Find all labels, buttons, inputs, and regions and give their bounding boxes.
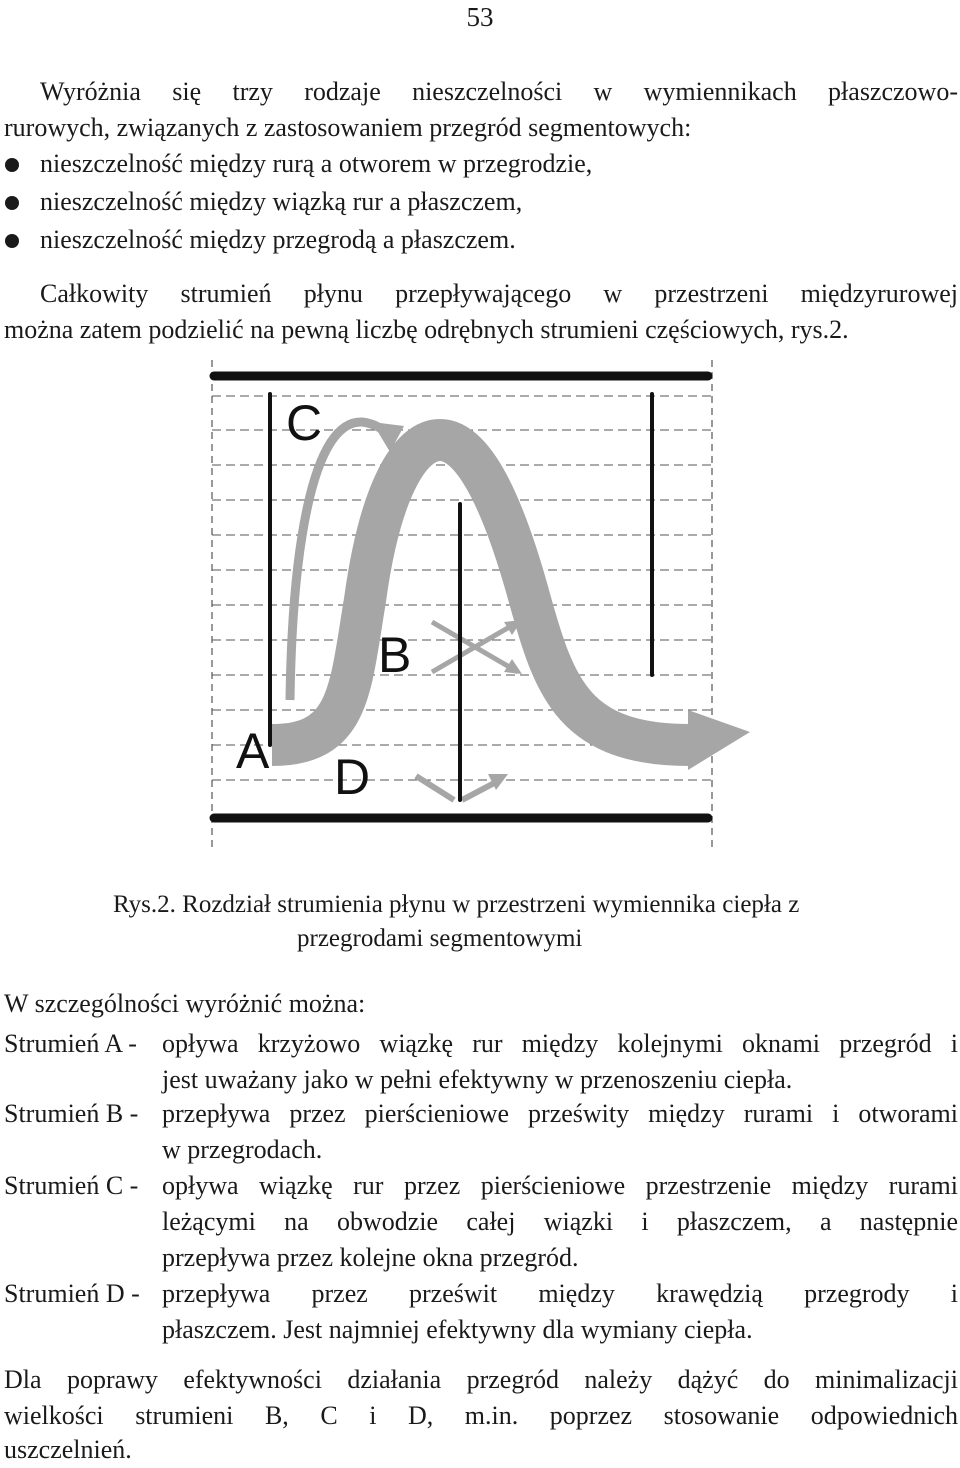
conclusion-line-2: wielkości strumieni B, C i D, m.in. poprzez stosowanie odpowiednich [4, 1401, 958, 1430]
intro-line-1: Wyróżnia się trzy rodzaje nieszczelności w wymiennikach płaszczowo- [40, 77, 958, 106]
bullet-dot [5, 234, 19, 248]
flow-diagram [200, 360, 760, 860]
bullet-item: nieszczelność między rurą a otworem w przegrodzie, [40, 149, 593, 178]
stream-desc-line: przepływa przez prześwit między krawędzią przegrody i [162, 1279, 958, 1308]
intro-line-2: rurowych, związanych z zastosowaniem przegród segmentowych: [4, 113, 692, 142]
para2-line-2: można zatem podzielić na pewną liczbę odrębnych strumieni częściowych, rys.2. [4, 315, 849, 344]
stream-desc-line: opływa krzyżowo wiązkę rur między kolejnymi oknami przegród i [162, 1029, 958, 1058]
streams-intro: W szczególności wyróżnić można: [4, 989, 366, 1018]
stream-term: Strumień C - [4, 1171, 139, 1200]
stream-term: Strumień A - [4, 1029, 137, 1058]
page-number: 53 [466, 2, 494, 32]
figure-caption-line-2: przegrodami segmentowymi [297, 925, 583, 952]
stream-desc-line: leżącymi na obwodzie całej wiązki i płaszczem, a następnie [162, 1207, 958, 1236]
label-a: A [236, 723, 270, 779]
stream-desc-line: przepływa przez kolejne okna przegród. [162, 1243, 579, 1272]
stream-desc-line: jest uważany jako w pełni efektywny w przenoszeniu ciepła. [162, 1065, 793, 1094]
label-d: D [334, 749, 371, 805]
stream-desc-line: w przegrodach. [162, 1135, 323, 1164]
stream-b-arrows [432, 622, 518, 672]
conclusion-line-3: uszczelnień. [4, 1435, 132, 1464]
para2-line-1: Całkowity strumień płynu przepływającego w przestrzeni międzyrurowej [40, 279, 958, 308]
stream-desc-line: opływa wiązkę rur przez pierścieniowe przestrzenie między rurami [162, 1171, 958, 1200]
label-c: C [286, 395, 323, 451]
figure-caption-line-1: Rys.2. Rozdział strumienia płynu w przestrzeni wymiennika ciepła z [113, 891, 800, 918]
stream-desc-line: płaszczem. Jest najmniej efektywny dla wymiany ciepła. [162, 1315, 753, 1344]
bullet-item: nieszczelność między przegrodą a płaszczem. [40, 225, 516, 254]
stream-term: Strumień D - [4, 1279, 140, 1308]
bullet-item: nieszczelność między wiązką rur a płaszczem, [40, 187, 523, 216]
stream-term: Strumień B - [4, 1099, 139, 1128]
bullet-dot [5, 158, 19, 172]
stream-desc-line: przepływa przez pierścieniowe prześwity między rurami i otworami [162, 1099, 958, 1128]
label-b: B [378, 627, 412, 683]
bullet-dot [5, 196, 19, 210]
conclusion-line-1: Dla poprawy efektywności działania przegród należy dążyć do minimalizacji [4, 1365, 958, 1394]
